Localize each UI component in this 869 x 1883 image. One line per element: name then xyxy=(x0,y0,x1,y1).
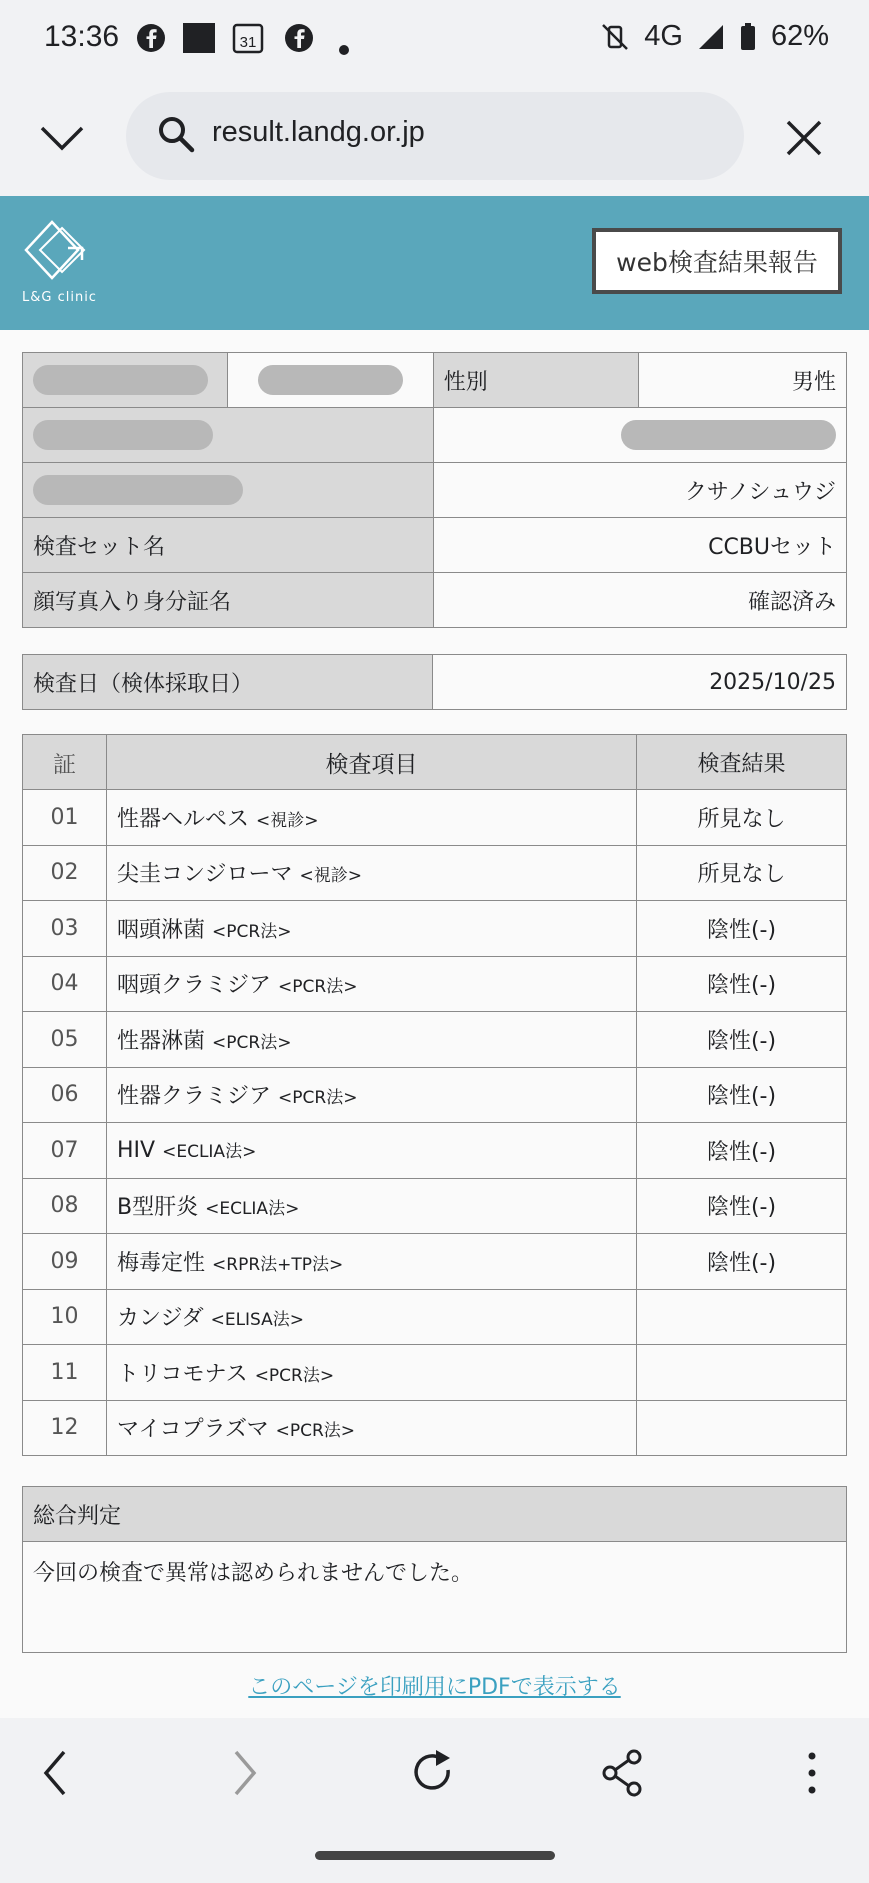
gender-value: 男性 xyxy=(639,353,847,408)
row-number: 11 xyxy=(23,1345,107,1401)
table-row xyxy=(23,901,847,957)
web-page xyxy=(0,196,869,1718)
table-row xyxy=(23,956,847,1012)
row-result: 陰性(-) xyxy=(637,901,847,957)
kana-name: クサノシュウジ xyxy=(433,463,846,518)
back-icon[interactable] xyxy=(40,1748,70,1798)
row-result xyxy=(637,1400,847,1456)
row-result: 陰性(-) xyxy=(637,956,847,1012)
svg-text:31: 31 xyxy=(239,34,257,51)
item-method: <PCR法> xyxy=(278,1088,358,1109)
item-name: 性器ヘルペス xyxy=(117,806,250,832)
row-result: 陰性(-) xyxy=(637,1012,847,1068)
row-result xyxy=(637,1289,847,1345)
status-right xyxy=(600,20,829,53)
row-result: 所見なし xyxy=(637,790,847,846)
status-bar xyxy=(0,0,869,78)
more-menu-icon[interactable] xyxy=(804,1748,820,1798)
patient-info-table xyxy=(22,352,847,628)
row-number: 05 xyxy=(23,1012,107,1068)
redacted-cell xyxy=(433,408,846,463)
item-name: カンジダ xyxy=(117,1306,204,1332)
row-result: 陰性(-) xyxy=(637,1178,847,1234)
row-item xyxy=(107,1123,637,1179)
row-number: 12 xyxy=(23,1400,107,1456)
summary-box xyxy=(22,1486,847,1653)
test-set-value: CCBUセット xyxy=(433,518,846,573)
row-number: 08 xyxy=(23,1178,107,1234)
row-item xyxy=(107,1345,637,1401)
item-name: B型肝炎 xyxy=(117,1195,199,1221)
clinic-logo xyxy=(22,218,132,314)
row-number: 10 xyxy=(23,1289,107,1345)
row-number: 07 xyxy=(23,1123,107,1179)
close-icon[interactable] xyxy=(784,118,824,158)
clinic-logo-mark xyxy=(22,218,102,288)
row-item xyxy=(107,845,637,901)
facebook-icon xyxy=(284,22,314,54)
item-method: <ELISA法> xyxy=(210,1310,305,1331)
row-number: 04 xyxy=(23,956,107,1012)
row-item xyxy=(107,901,637,957)
status-time: 13:36 xyxy=(44,20,120,53)
test-set-label: 検査セット名 xyxy=(23,518,434,573)
summary-label: 総合判定 xyxy=(23,1487,846,1542)
row-result: 陰性(-) xyxy=(637,1067,847,1123)
item-name: マイコプラズマ xyxy=(117,1417,269,1443)
item-method: <PCR法> xyxy=(212,921,292,942)
redacted-cell xyxy=(227,353,433,408)
chevron-down-icon[interactable] xyxy=(38,120,86,156)
network-type: 4G xyxy=(644,20,683,52)
item-method: <視診> xyxy=(299,866,362,887)
share-icon[interactable] xyxy=(600,1748,644,1798)
table-row xyxy=(23,1178,847,1234)
signal-icon xyxy=(697,23,725,51)
id-check-value: 確認済み xyxy=(433,573,846,628)
results-table xyxy=(22,734,847,1456)
gender-label: 性別 xyxy=(433,353,639,408)
table-row xyxy=(23,1234,847,1290)
item-method: <RPR法+TP法> xyxy=(212,1254,344,1275)
exam-date-label: 検査日（検体採取日） xyxy=(23,655,433,710)
app-square-icon xyxy=(182,22,216,54)
redacted-cell xyxy=(23,353,228,408)
row-result: 所見なし xyxy=(637,845,847,901)
table-row xyxy=(23,1289,847,1345)
row-result: 陰性(-) xyxy=(637,1234,847,1290)
table-row xyxy=(23,790,847,846)
item-name: 尖圭コンジローマ xyxy=(117,862,293,888)
table-row xyxy=(23,1012,847,1068)
col-header-num: 証 xyxy=(23,735,107,790)
col-header-item: 検査項目 xyxy=(107,735,637,790)
item-name: 性器クラミジア xyxy=(117,1084,272,1110)
redacted-cell xyxy=(23,408,434,463)
exam-date-value: 2025/10/25 xyxy=(433,655,847,710)
item-method: <ECLIA法> xyxy=(162,1142,257,1163)
battery-level: 62% xyxy=(770,20,829,52)
report-button[interactable]: web検査結果報告 xyxy=(592,228,842,294)
table-row xyxy=(23,1123,847,1179)
row-item xyxy=(107,1234,637,1290)
url-text: result.landg.or.jp xyxy=(212,116,425,148)
row-item xyxy=(107,1289,637,1345)
item-name: 咽頭淋菌 xyxy=(117,917,206,943)
table-row xyxy=(23,1067,847,1123)
row-number: 06 xyxy=(23,1067,107,1123)
site-header xyxy=(0,196,869,330)
table-row xyxy=(23,1345,847,1401)
url-bar[interactable] xyxy=(126,92,744,180)
item-name: HIV xyxy=(117,1138,156,1164)
item-name: 咽頭クラミジア xyxy=(117,973,272,999)
browser-toolbar xyxy=(0,90,869,186)
row-item xyxy=(107,1012,637,1068)
item-method: <視診> xyxy=(256,810,319,831)
item-name: 梅毒定性 xyxy=(117,1250,206,1276)
redacted-cell xyxy=(23,463,434,518)
row-number: 03 xyxy=(23,901,107,957)
pdf-link[interactable]: このページを印刷用にPDFで表示する xyxy=(248,1675,621,1700)
search-icon xyxy=(156,114,196,154)
row-result xyxy=(637,1345,847,1401)
calendar-icon xyxy=(232,22,264,54)
home-indicator[interactable] xyxy=(315,1851,555,1860)
item-method: <PCR法> xyxy=(254,1365,335,1386)
table-row xyxy=(23,845,847,901)
item-method: <PCR法> xyxy=(212,1032,292,1053)
item-name: 性器淋菌 xyxy=(117,1028,206,1054)
row-item xyxy=(107,790,637,846)
reload-icon[interactable] xyxy=(410,1748,458,1798)
row-item xyxy=(107,1400,637,1456)
row-number: 01 xyxy=(23,790,107,846)
col-header-result: 検査結果 xyxy=(637,735,847,790)
logo-text: L&G clinic xyxy=(22,290,97,305)
row-item xyxy=(107,956,637,1012)
row-number: 09 xyxy=(23,1234,107,1290)
notification-dot-icon xyxy=(338,34,350,66)
id-check-label: 顔写真入り身分証名 xyxy=(23,573,434,628)
row-result: 陰性(-) xyxy=(637,1123,847,1179)
item-method: <PCR法> xyxy=(278,977,358,998)
facebook-icon xyxy=(136,22,166,54)
row-number: 02 xyxy=(23,845,107,901)
battery-icon xyxy=(739,22,757,52)
item-name: トリコモナス xyxy=(117,1361,248,1387)
exam-date-table xyxy=(22,654,847,710)
item-method: <PCR法> xyxy=(275,1421,356,1442)
row-item xyxy=(107,1067,637,1123)
table-row xyxy=(23,1400,847,1456)
vibrate-off-icon xyxy=(600,22,630,52)
summary-text: 今回の検査で異常は認められませんでした。 xyxy=(23,1542,846,1652)
item-method: <ECLIA法> xyxy=(205,1199,300,1220)
forward-icon[interactable] xyxy=(230,1748,260,1798)
row-item xyxy=(107,1178,637,1234)
results-body xyxy=(23,790,847,1456)
